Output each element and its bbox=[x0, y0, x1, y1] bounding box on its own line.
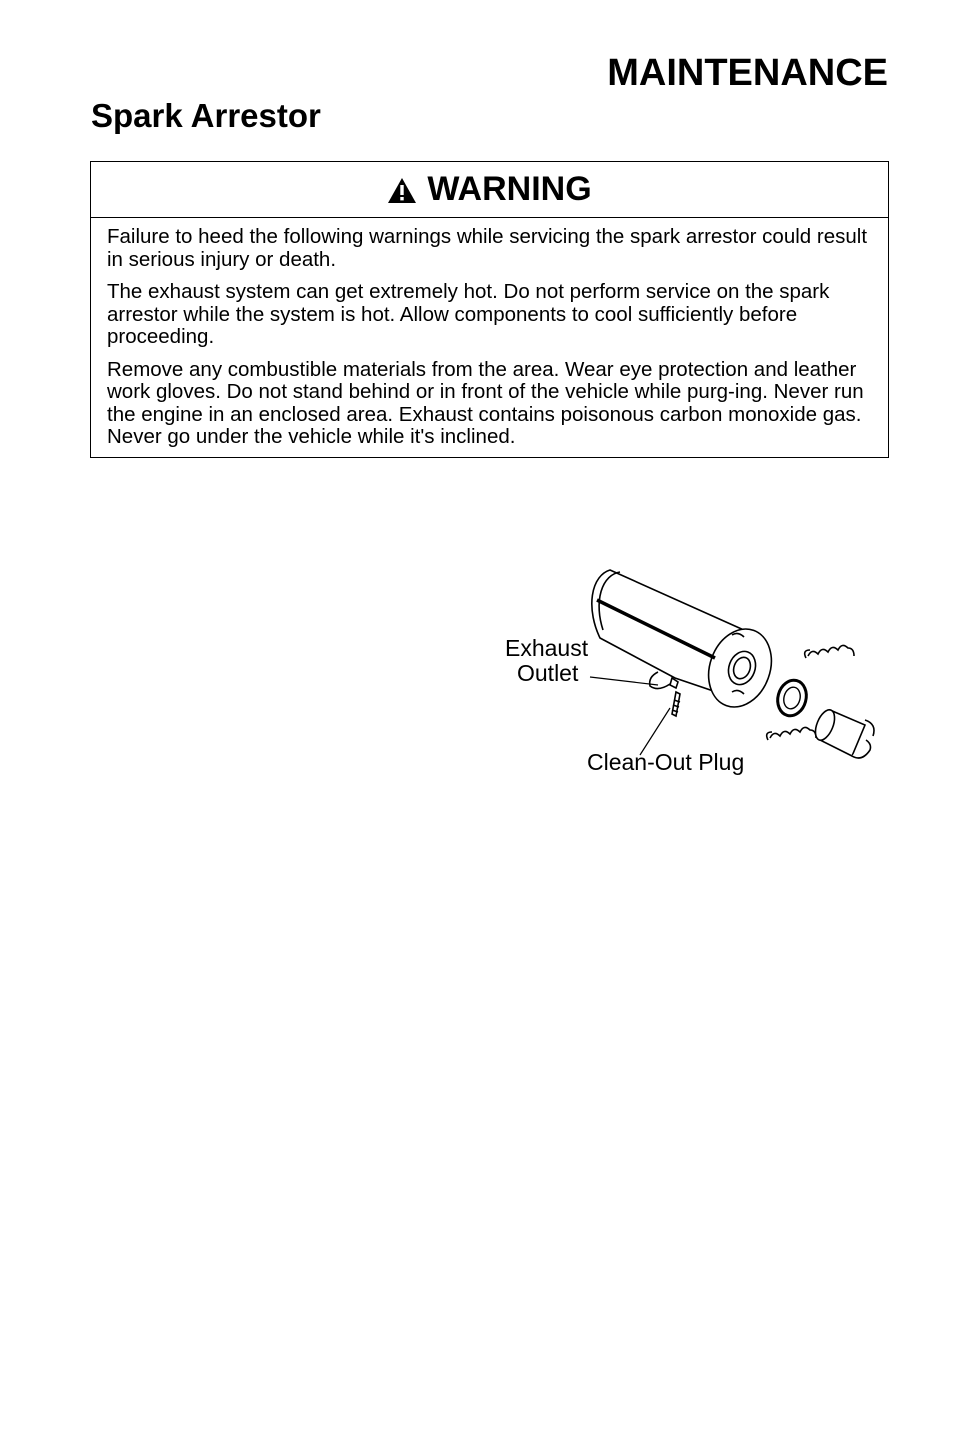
warning-body bbox=[91, 218, 888, 449]
spark-arrestor-diagram bbox=[500, 560, 890, 790]
exhaust-outlet-label-line1: Exhaust bbox=[505, 635, 589, 661]
warning-heading bbox=[91, 162, 888, 218]
warning-triangle-icon bbox=[387, 177, 417, 204]
warning-paragraph: Failure to heed the following warnings while servicing the spark arrestor could result in serious injury or death. bbox=[107, 225, 868, 271]
exhaust-outlet-label-line2: Outlet bbox=[517, 660, 579, 686]
warning-paragraph: The exhaust system can get extremely hot. Do not perform service on the spark arrestor while the system is hot. Allow components to cool sufficiently before proceeding. bbox=[107, 280, 830, 348]
warning-paragraph: Remove any combustible materials from the area. Wear eye protection and leather work gloves. Do not stand behind or in front of the vehicle while purg-ing. Never run the engine in an enclosed area. Exhaust contains poisonous carbon monoxide gas. Never go under the vehicle while it's inclined. bbox=[107, 357, 864, 448]
warning-heading-text: WARNING bbox=[427, 170, 592, 208]
warning-box bbox=[90, 161, 889, 458]
page-title: Spark Arrestor bbox=[91, 97, 321, 134]
section-header: MAINTENANCE bbox=[607, 52, 888, 94]
clean-out-plug-label: Clean-Out Plug bbox=[587, 749, 745, 775]
